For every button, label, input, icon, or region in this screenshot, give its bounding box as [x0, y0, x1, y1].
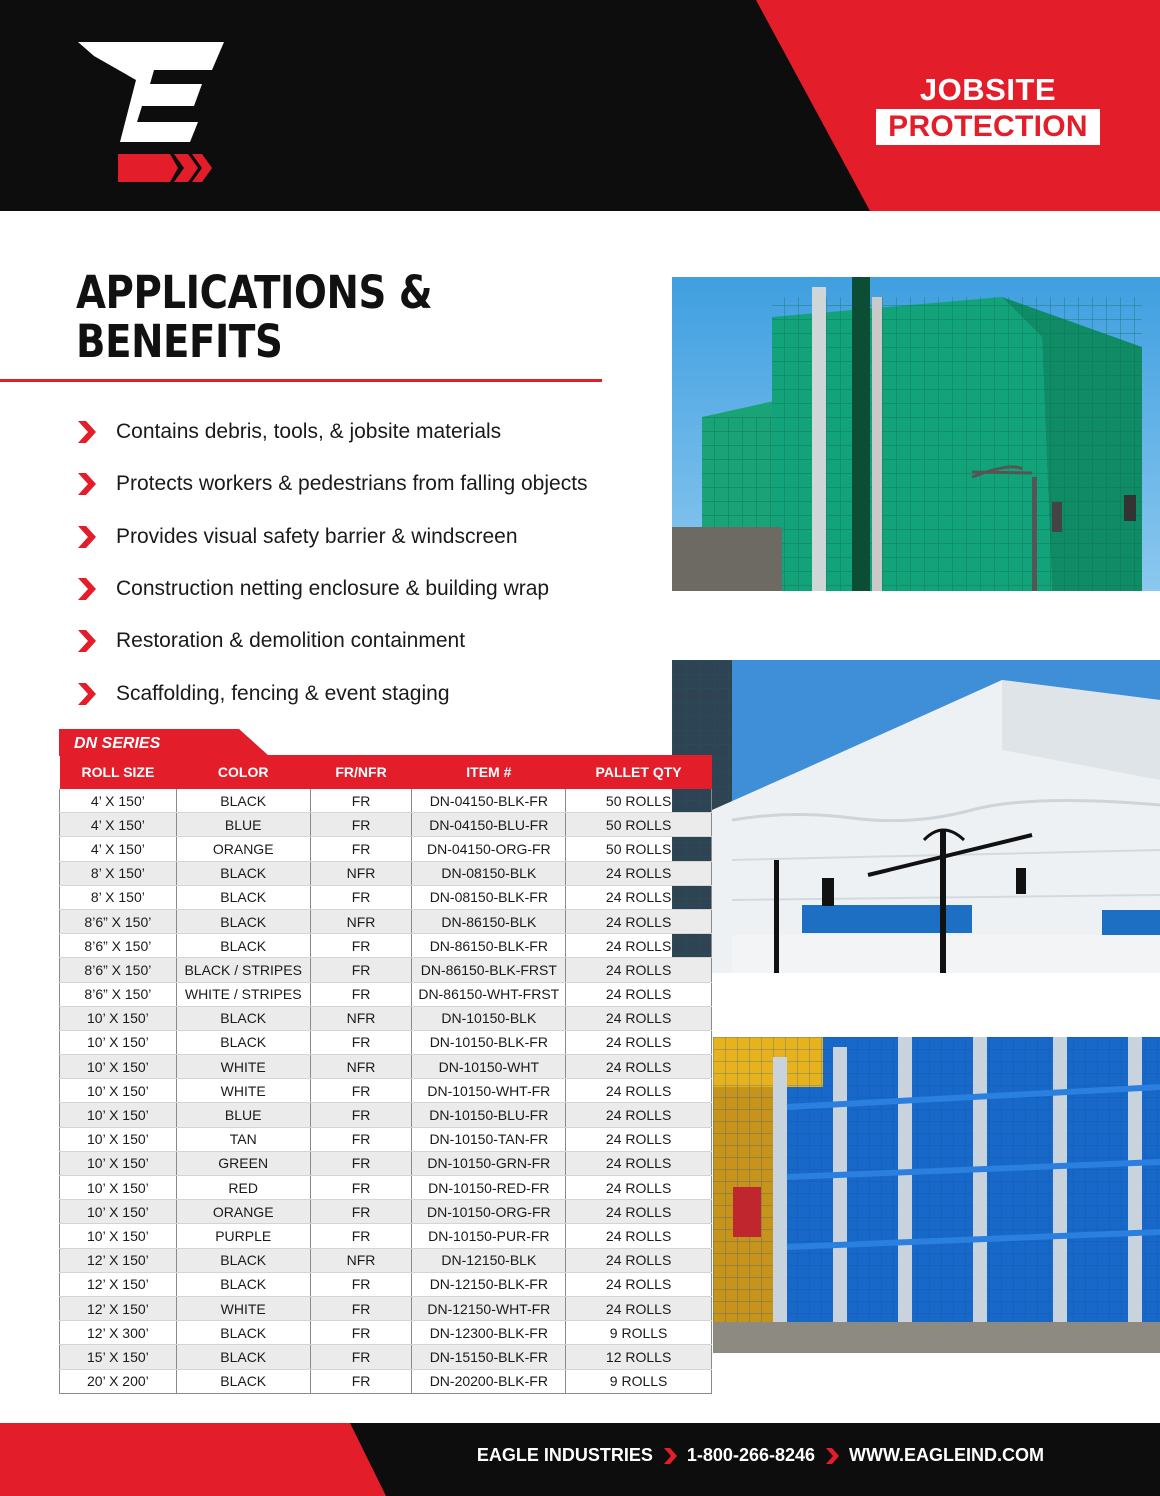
- table-row: [60, 837, 712, 861]
- benefit-text: Contains debris, tools, & jobsite materials: [116, 420, 502, 444]
- pallet-qty-cell: 12 ROLLS: [566, 1345, 712, 1369]
- roll-size-cell: 8’6” X 150’: [60, 934, 177, 958]
- pallet-qty-cell: 50 ROLLS: [566, 837, 712, 861]
- table-row: [60, 1224, 712, 1248]
- item-number-cell: DN-20200-BLK-FR: [412, 1369, 566, 1393]
- fr-cell: FR: [310, 1224, 412, 1248]
- pallet-qty-cell: 24 ROLLS: [566, 1030, 712, 1054]
- chevron-right-icon: [76, 473, 96, 495]
- pallet-qty-cell: 24 ROLLS: [566, 1006, 712, 1030]
- pallet-qty-cell: 24 ROLLS: [566, 982, 712, 1006]
- color-cell: BLACK: [176, 1321, 310, 1345]
- item-number-cell: DN-10150-WHT-FR: [412, 1079, 566, 1103]
- pallet-qty-cell: 24 ROLLS: [566, 885, 712, 909]
- page-title-line2: BENEFITS: [76, 315, 283, 368]
- fr-cell: FR: [310, 934, 412, 958]
- roll-size-cell: 10’ X 150’: [60, 1151, 177, 1175]
- column-header: ITEM #: [412, 755, 566, 789]
- pallet-qty-cell: 24 ROLLS: [566, 1200, 712, 1224]
- table-row: [60, 1055, 712, 1079]
- roll-size-cell: 10’ X 150’: [60, 1030, 177, 1054]
- roll-size-cell: 10’ X 150’: [60, 1006, 177, 1030]
- chevron-right-icon: [76, 683, 96, 705]
- item-number-cell: DN-15150-BLK-FR: [412, 1345, 566, 1369]
- item-number-cell: DN-10150-BLU-FR: [412, 1103, 566, 1127]
- benefit-text: Construction netting enclosure & building wrap: [116, 577, 550, 601]
- item-number-cell: DN-86150-BLK: [412, 909, 566, 933]
- color-cell: BLUE: [176, 1103, 310, 1127]
- roll-size-cell: 8’6” X 150’: [60, 958, 177, 982]
- pallet-qty-cell: 24 ROLLS: [566, 958, 712, 982]
- roll-size-cell: 12’ X 300’: [60, 1321, 177, 1345]
- chevron-right-icon: [76, 421, 96, 443]
- item-number-cell: DN-10150-WHT: [412, 1055, 566, 1079]
- pallet-qty-cell: 24 ROLLS: [566, 1272, 712, 1296]
- benefit-text: Provides visual safety barrier & windscreen: [116, 524, 518, 548]
- chevron-right-icon: [76, 526, 96, 548]
- chevron-right-icon: [825, 1448, 839, 1464]
- roll-size-cell: 8’ X 150’: [60, 885, 177, 909]
- roll-size-cell: 20’ X 200’: [60, 1369, 177, 1393]
- fr-cell: FR: [310, 1176, 412, 1200]
- list-item: [76, 667, 588, 719]
- fr-cell: FR: [310, 1079, 412, 1103]
- pallet-qty-cell: 24 ROLLS: [566, 861, 712, 885]
- fr-cell: NFR: [310, 909, 412, 933]
- column-header: ROLL SIZE: [60, 755, 177, 789]
- item-number-cell: DN-08150-BLK: [412, 861, 566, 885]
- series-label: DN SERIES: [74, 735, 161, 752]
- color-cell: BLACK: [176, 1345, 310, 1369]
- roll-size-cell: 10’ X 150’: [60, 1200, 177, 1224]
- fr-cell: FR: [310, 1151, 412, 1175]
- column-header: COLOR: [176, 755, 310, 789]
- color-cell: WHITE: [176, 1055, 310, 1079]
- color-cell: WHITE: [176, 1296, 310, 1320]
- table-row: [60, 934, 712, 958]
- pallet-qty-cell: 24 ROLLS: [566, 909, 712, 933]
- item-number-cell: DN-10150-RED-FR: [412, 1176, 566, 1200]
- item-number-cell: DN-04150-BLK-FR: [412, 789, 566, 813]
- item-number-cell: DN-10150-BLK-FR: [412, 1030, 566, 1054]
- color-cell: BLACK: [176, 1006, 310, 1030]
- pallet-qty-cell: 24 ROLLS: [566, 1055, 712, 1079]
- pallet-qty-cell: 24 ROLLS: [566, 1151, 712, 1175]
- color-cell: BLACK: [176, 1272, 310, 1296]
- pallet-qty-cell: 24 ROLLS: [566, 934, 712, 958]
- table-row: [60, 1200, 712, 1224]
- color-cell: GREEN: [176, 1151, 310, 1175]
- photo-blue-netting: [713, 1037, 1160, 1353]
- color-cell: ORANGE: [176, 1200, 310, 1224]
- fr-cell: FR: [310, 1321, 412, 1345]
- table-header-row: [60, 755, 712, 789]
- item-number-cell: DN-12150-BLK-FR: [412, 1272, 566, 1296]
- roll-size-cell: 4’ X 150’: [60, 813, 177, 837]
- list-item: [76, 511, 588, 563]
- fr-cell: FR: [310, 1345, 412, 1369]
- badge-title: JOBSITE: [919, 72, 1057, 107]
- roll-size-cell: 8’ X 150’: [60, 861, 177, 885]
- fr-cell: FR: [310, 1103, 412, 1127]
- pallet-qty-cell: 24 ROLLS: [566, 1127, 712, 1151]
- table-body: [60, 789, 712, 1393]
- roll-size-cell: 10’ X 150’: [60, 1055, 177, 1079]
- table-row: [60, 789, 712, 813]
- pallet-qty-cell: 24 ROLLS: [566, 1103, 712, 1127]
- list-item: [76, 563, 588, 615]
- fr-cell: FR: [310, 885, 412, 909]
- table-row: [60, 909, 712, 933]
- list-item: [76, 458, 588, 510]
- color-cell: TAN: [176, 1127, 310, 1151]
- item-number-cell: DN-08150-BLK-FR: [412, 885, 566, 909]
- item-number-cell: DN-04150-ORG-FR: [412, 837, 566, 861]
- title-divider: [0, 379, 602, 382]
- table-row: [60, 958, 712, 982]
- item-number-cell: DN-12300-BLK-FR: [412, 1321, 566, 1345]
- fr-cell: FR: [310, 789, 412, 813]
- item-number-cell: DN-10150-BLK: [412, 1006, 566, 1030]
- table-row: [60, 1296, 712, 1320]
- item-number-cell: DN-10150-GRN-FR: [412, 1151, 566, 1175]
- item-number-cell: DN-12150-WHT-FR: [412, 1296, 566, 1320]
- table-row: [60, 1151, 712, 1175]
- table-row: [60, 1030, 712, 1054]
- column-header: PALLET QTY: [566, 755, 712, 789]
- roll-size-cell: 12’ X 150’: [60, 1272, 177, 1296]
- fr-cell: FR: [310, 1296, 412, 1320]
- color-cell: ORANGE: [176, 837, 310, 861]
- color-cell: BLACK: [176, 934, 310, 958]
- table-row: [60, 1248, 712, 1272]
- roll-size-cell: 8’6” X 150’: [60, 982, 177, 1006]
- table-row: [60, 982, 712, 1006]
- benefit-text: Scaffolding, fencing & event staging: [116, 681, 450, 705]
- roll-size-cell: 4’ X 150’: [60, 789, 177, 813]
- roll-size-cell: 10’ X 150’: [60, 1176, 177, 1200]
- table-row: [60, 861, 712, 885]
- header-banner: [0, 0, 1160, 211]
- product-table: [59, 755, 712, 1394]
- roll-size-cell: 4’ X 150’: [60, 837, 177, 861]
- table-row: [60, 1006, 712, 1030]
- fr-cell: FR: [310, 813, 412, 837]
- pallet-qty-cell: 9 ROLLS: [566, 1369, 712, 1393]
- color-cell: BLACK: [176, 885, 310, 909]
- item-number-cell: DN-04150-BLU-FR: [412, 813, 566, 837]
- table-row: [60, 885, 712, 909]
- roll-size-cell: 10’ X 150’: [60, 1127, 177, 1151]
- item-number-cell: DN-10150-TAN-FR: [412, 1127, 566, 1151]
- fr-cell: NFR: [310, 1006, 412, 1030]
- pallet-qty-cell: 24 ROLLS: [566, 1224, 712, 1248]
- color-cell: BLACK: [176, 1369, 310, 1393]
- item-number-cell: DN-86150-BLK-FRST: [412, 958, 566, 982]
- footer-banner: [0, 1423, 1160, 1496]
- roll-size-cell: 10’ X 150’: [60, 1079, 177, 1103]
- pallet-qty-cell: 9 ROLLS: [566, 1321, 712, 1345]
- roll-size-cell: 10’ X 150’: [60, 1103, 177, 1127]
- footer-company: EAGLE INDUSTRIES: [476, 1445, 653, 1465]
- roll-size-cell: 12’ X 150’: [60, 1296, 177, 1320]
- color-cell: BLACK / STRIPES: [176, 958, 310, 982]
- table-row: [60, 1103, 712, 1127]
- table-row: [60, 1079, 712, 1103]
- chevron-right-icon: [76, 578, 96, 600]
- pallet-qty-cell: 24 ROLLS: [566, 1176, 712, 1200]
- footer-phone[interactable]: 1-800-266-8246: [686, 1445, 816, 1465]
- color-cell: BLACK: [176, 1030, 310, 1054]
- column-header: FR/NFR: [310, 755, 412, 789]
- fr-cell: FR: [310, 837, 412, 861]
- table-row: [60, 1127, 712, 1151]
- chevron-right-icon: [663, 1448, 677, 1464]
- table-row: [60, 1321, 712, 1345]
- item-number-cell: DN-10150-ORG-FR: [412, 1200, 566, 1224]
- color-cell: BLACK: [176, 861, 310, 885]
- fr-cell: FR: [310, 1030, 412, 1054]
- item-number-cell: DN-86150-WHT-FRST: [412, 982, 566, 1006]
- benefit-text: Protects workers & pedestrians from falling objects: [116, 472, 588, 496]
- table-row: [60, 813, 712, 837]
- chevron-right-icon: [76, 630, 96, 652]
- pallet-qty-cell: 50 ROLLS: [566, 813, 712, 837]
- color-cell: WHITE / STRIPES: [176, 982, 310, 1006]
- color-cell: RED: [176, 1176, 310, 1200]
- pallet-qty-cell: 50 ROLLS: [566, 789, 712, 813]
- roll-size-cell: 10’ X 150’: [60, 1224, 177, 1248]
- fr-cell: NFR: [310, 861, 412, 885]
- color-cell: BLACK: [176, 789, 310, 813]
- table-row: [60, 1176, 712, 1200]
- page-title-line1: APPLICATIONS &: [76, 266, 433, 319]
- item-number-cell: DN-86150-BLK-FR: [412, 934, 566, 958]
- eagle-logo-icon: [74, 36, 234, 186]
- fr-cell: NFR: [310, 1055, 412, 1079]
- color-cell: BLACK: [176, 909, 310, 933]
- roll-size-cell: 15’ X 150’: [60, 1345, 177, 1369]
- benefits-list: [76, 406, 588, 720]
- color-cell: WHITE: [176, 1079, 310, 1103]
- fr-cell: FR: [310, 1272, 412, 1296]
- photo-white-wrap: [672, 660, 1160, 973]
- item-number-cell: DN-10150-PUR-FR: [412, 1224, 566, 1248]
- page-title: [76, 268, 432, 366]
- footer-website-link[interactable]: WWW.EAGLEIND.COM: [849, 1445, 1044, 1465]
- pallet-qty-cell: 24 ROLLS: [566, 1248, 712, 1272]
- roll-size-cell: 8’6” X 150’: [60, 909, 177, 933]
- list-item: [76, 615, 588, 667]
- table-row: [60, 1345, 712, 1369]
- fr-cell: FR: [310, 1200, 412, 1224]
- photo-green-netting: [672, 277, 1160, 591]
- fr-cell: FR: [310, 1369, 412, 1393]
- color-cell: PURPLE: [176, 1224, 310, 1248]
- color-cell: BLACK: [176, 1248, 310, 1272]
- fr-cell: FR: [310, 958, 412, 982]
- pallet-qty-cell: 24 ROLLS: [566, 1296, 712, 1320]
- list-item: [76, 406, 588, 458]
- fr-cell: FR: [310, 982, 412, 1006]
- roll-size-cell: 12’ X 150’: [60, 1248, 177, 1272]
- benefit-text: Restoration & demolition containment: [116, 629, 466, 653]
- fr-cell: NFR: [310, 1248, 412, 1272]
- fr-cell: FR: [310, 1127, 412, 1151]
- table-row: [60, 1272, 712, 1296]
- footer-contact: [477, 1445, 1044, 1466]
- item-number-cell: DN-12150-BLK: [412, 1248, 566, 1272]
- pallet-qty-cell: 24 ROLLS: [566, 1079, 712, 1103]
- color-cell: BLUE: [176, 813, 310, 837]
- badge-subtitle: PROTECTION: [876, 109, 1100, 145]
- table-row: [60, 1369, 712, 1393]
